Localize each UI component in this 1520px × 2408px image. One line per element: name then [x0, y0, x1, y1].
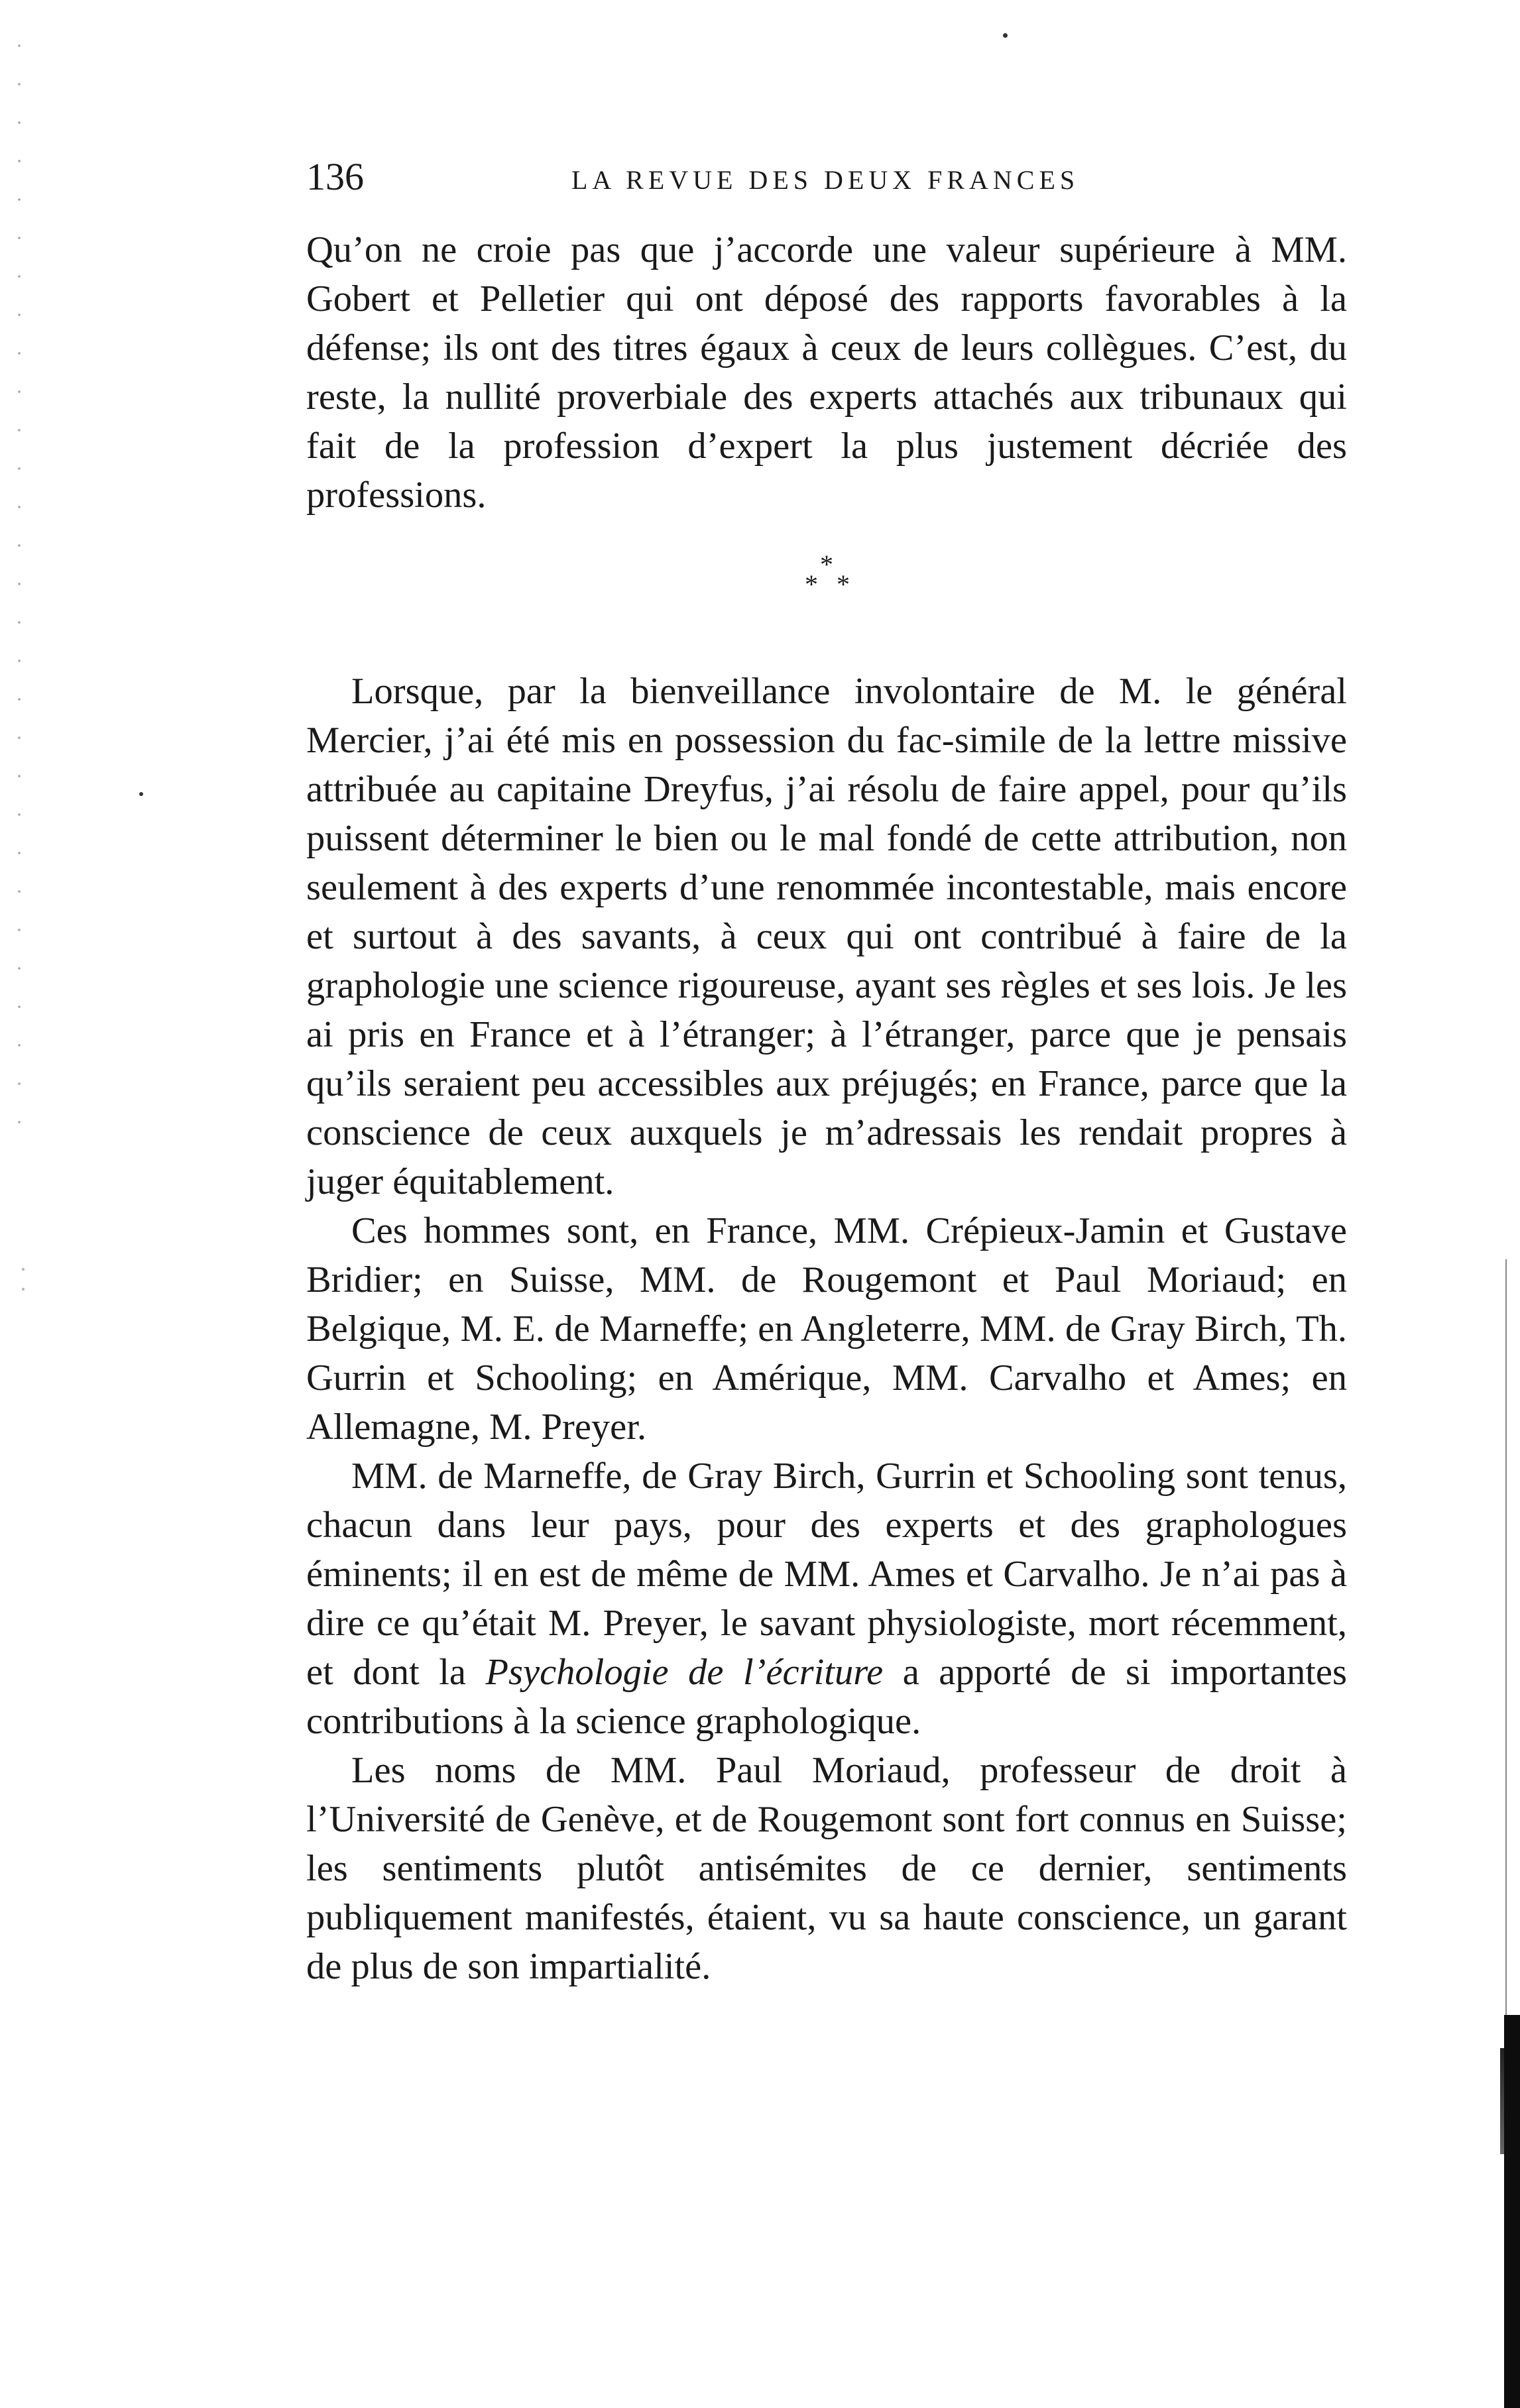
paragraph-fac-simile: Lorsque, par la bienveillance involontaire de M. le général Mercier, j’ai été mis en possession du fac-simile de la lettre missive attribuée au capitaine Dreyfus, j’ai résolu de faire appel, pour qu’ils puissent déterminer le bien ou le mal fondé de cette attribution, non seulement à des experts d’une renommée incontestable, mais encore et surtout à des savants, à ceux qui ont contribué à faire de la graphologie une science rigoureuse, ayant ses règles et ses lois. Je les ai pris en France et à l’étranger; à l’étranger, parce que je pensais qu’ils seraient peu accessibles aux préjugés; en France, parce que la conscience de ceux auxquels je m’adressais les rendait propres à juger équitablement. — [306, 671, 1347, 1202]
paragraph-eminent-graphologists — [306, 1452, 1347, 1746]
paragraph-text: MM. de Marneffe, de Gray Birch, Gurrin et Schooling sont tenus, chacun dans leur pays, pour des experts et des graphologues éminents; il en est de même de MM. Ames et Carvalho. Je n’ai pas à dire ce qu’était M. Preyer, le savant physiologiste, mort récemment, et dont la — [306, 1456, 1347, 1693]
book-title: Psychologie de l’écriture — [485, 1652, 884, 1693]
section-break-asterism — [306, 520, 1347, 667]
scan-edge-line — [1505, 1259, 1507, 2015]
scan-margin-specks — [9, 27, 29, 1153]
paragraph-text: a apporté de si importantes contributions à la science graphologique. — [306, 1652, 1347, 1742]
paragraph-experts-value: Qu’on ne croie pas que j’accorde une valeur supérieure à MM. Gobert et Pelletier qui ont déposé des rapports favorables à la défense; ils ont des titres égaux à ceux de leurs collègues. C’est, du reste, la nullité proverbiale des experts attachés aux tribunaux qui fait de la profession d’expert la plus justement décriée des professions. — [306, 229, 1347, 516]
scan-speck — [1003, 33, 1008, 38]
body-text — [306, 225, 1347, 1991]
paragraph-experts-list: Ces hommes sont, en France, MM. Crépieux-Jamin et Gustave Bridier; en Suisse, MM. de Rougemont et Paul Moriaud; en Belgique, M. E. de Marneffe; en Angleterre, MM. de Gray Birch, Th. Gurrin et Schooling; en Amérique, MM. Carvalho et Ames; en Allemagne, M. Preyer. — [306, 1210, 1347, 1448]
asterism-star: * — [805, 569, 818, 599]
scan-margin-specks-lower — [13, 1259, 33, 1299]
scan-edge-shadow — [1504, 2015, 1520, 2408]
paragraph-moriaud-rougemont: Les noms de MM. Paul Moriaud, professeur de droit à l’Université de Genève, et de Rougemont sont fort connus en Suisse; les sentiments plutôt antisémites de ce dernier, sentiments publiquement manifestés, étaient, vu sa haute conscience, un garant de plus de son impartialité. — [306, 1750, 1347, 1987]
asterism-star: * — [837, 569, 850, 599]
asterism-star: * — [820, 549, 833, 579]
running-head — [306, 154, 1347, 200]
journal-title: LA REVUE DES DEUX FRANCES — [571, 165, 1080, 195]
scan-speck — [139, 792, 143, 796]
scan-edge-shadow-fringe — [1500, 2048, 1504, 2154]
page-number: 136 — [306, 155, 364, 198]
